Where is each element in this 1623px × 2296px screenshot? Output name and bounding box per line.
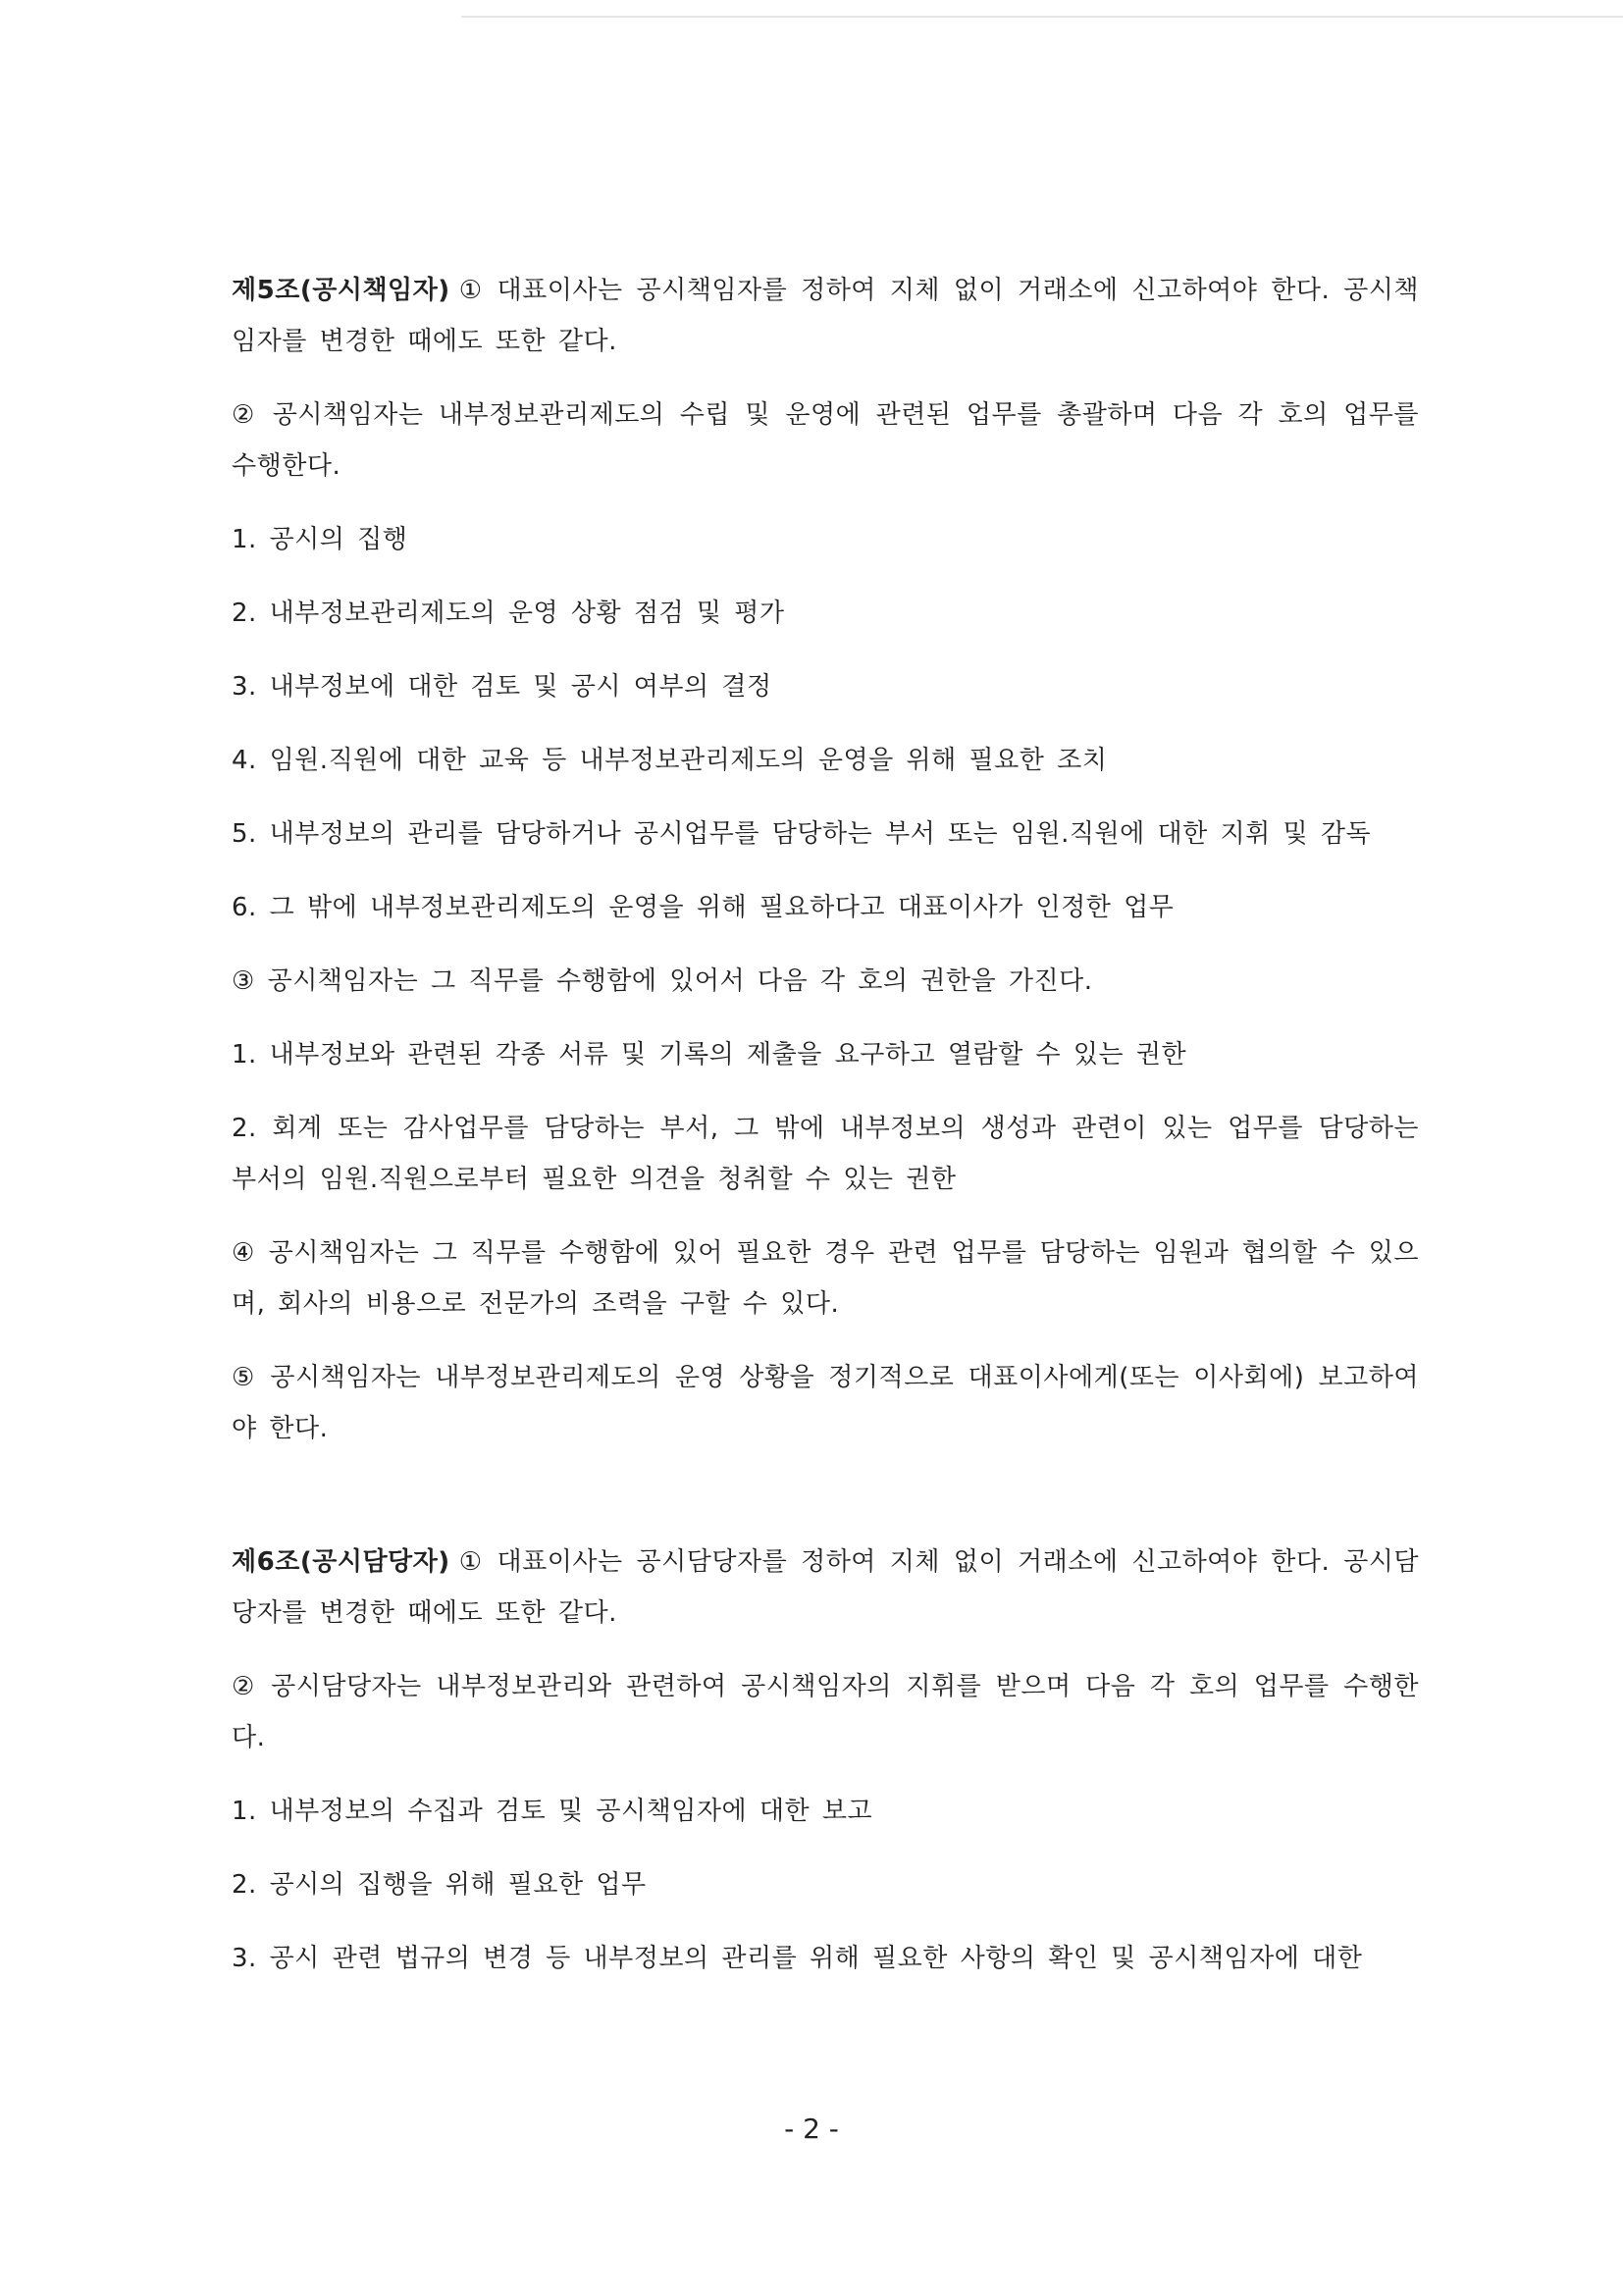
article-6-paragraph-1 xyxy=(232,1537,1419,1639)
article-5-heading: 제5조(공시책임자) xyxy=(232,276,450,305)
article-6-heading: 제6조(공시담당자) xyxy=(232,1547,450,1577)
article-5-text-1: ① 대표이사는 공시책임자를 정하여 지체 없이 거래소에 신고하여야 한다. 공시책임자를 변경한 때에도 또한 같다. xyxy=(232,276,1419,356)
document-body xyxy=(232,265,1419,2007)
article-5-item-5: 5. 내부정보의 관리를 담당하거나 공시업무를 담당하는 부서 또는 임원.직원에 대한 지휘 및 감독 xyxy=(232,819,1372,849)
article-6-item-2: 2. 공시의 집행을 위해 필요한 업무 xyxy=(232,1870,647,1900)
article-5 xyxy=(232,265,1419,1454)
article-5-paragraph-5: ⑤ 공시책임자는 내부정보관리제도의 운영 상황을 정기적으로 대표이사에게(또는 이사회에) 보고하여야 한다. xyxy=(232,1363,1419,1443)
article-5-paragraph-2: ② 공시책임자는 내부정보관리제도의 수립 및 운영에 관련된 업무를 총괄하며 다음 각 호의 업무를 수행한다. xyxy=(232,400,1419,481)
article-5-item-2: 2. 내부정보관리제도의 운영 상황 점검 및 평가 xyxy=(232,599,785,628)
article-6-text-1: ① 대표이사는 공시담당자를 정하여 지체 없이 거래소에 신고하여야 한다. 공시담당자를 변경한 때에도 또한 같다. xyxy=(232,1547,1419,1628)
article-5-authority-1: 1. 내부정보와 관련된 각종 서류 및 기록의 제출을 요구하고 열람할 수 있는 권한 xyxy=(232,1040,1187,1070)
article-5-item-3: 3. 내부정보에 대한 검토 및 공시 여부의 결정 xyxy=(232,672,772,702)
article-5-paragraph-3: ③ 공시책임자는 그 직무를 수행함에 있어서 다음 각 호의 권한을 가진다. xyxy=(232,966,1093,996)
article-5-paragraph-1 xyxy=(232,265,1419,367)
article-6-item-1: 1. 내부정보의 수집과 검토 및 공시책임자에 대한 보고 xyxy=(232,1797,873,1826)
article-5-authority-2: 2. 회계 또는 감사업무를 담당하는 부서, 그 밖에 내부정보의 생성과 관련이 있는 업무를 담당하는 부서의 임원.직원으로부터 필요한 의견을 청취할 수 있는 권한 xyxy=(232,1114,1419,1194)
article-5-item-6: 6. 그 밖에 내부정보관리제도의 운영을 위해 필요하다고 대표이사가 인정한 업무 xyxy=(232,893,1175,922)
scan-edge-line xyxy=(461,16,1623,18)
article-6-item-3: 3. 공시 관련 법규의 변경 등 내부정보의 관리를 위해 필요한 사항의 확인 및 공시책임자에 대한 xyxy=(232,1944,1363,1973)
article-6-paragraph-2: ② 공시담당자는 내부정보관리와 관련하여 공시책임자의 지휘를 받으며 다음 각 호의 업무를 수행한다. xyxy=(232,1672,1419,1752)
article-5-paragraph-4: ④ 공시책임자는 그 직무를 수행함에 있어 필요한 경우 관련 업무를 담당하는 임원과 협의할 수 있으며, 회사의 비용으로 전문가의 조력을 구할 수 있다. xyxy=(232,1238,1419,1319)
article-6 xyxy=(232,1537,1419,1984)
article-5-item-1: 1. 공시의 집행 xyxy=(232,525,408,554)
page-number: - 2 - xyxy=(784,2113,839,2145)
article-5-item-4: 4. 임원.직원에 대한 교육 등 내부정보관리제도의 운영을 위해 필요한 조치 xyxy=(232,746,1108,775)
